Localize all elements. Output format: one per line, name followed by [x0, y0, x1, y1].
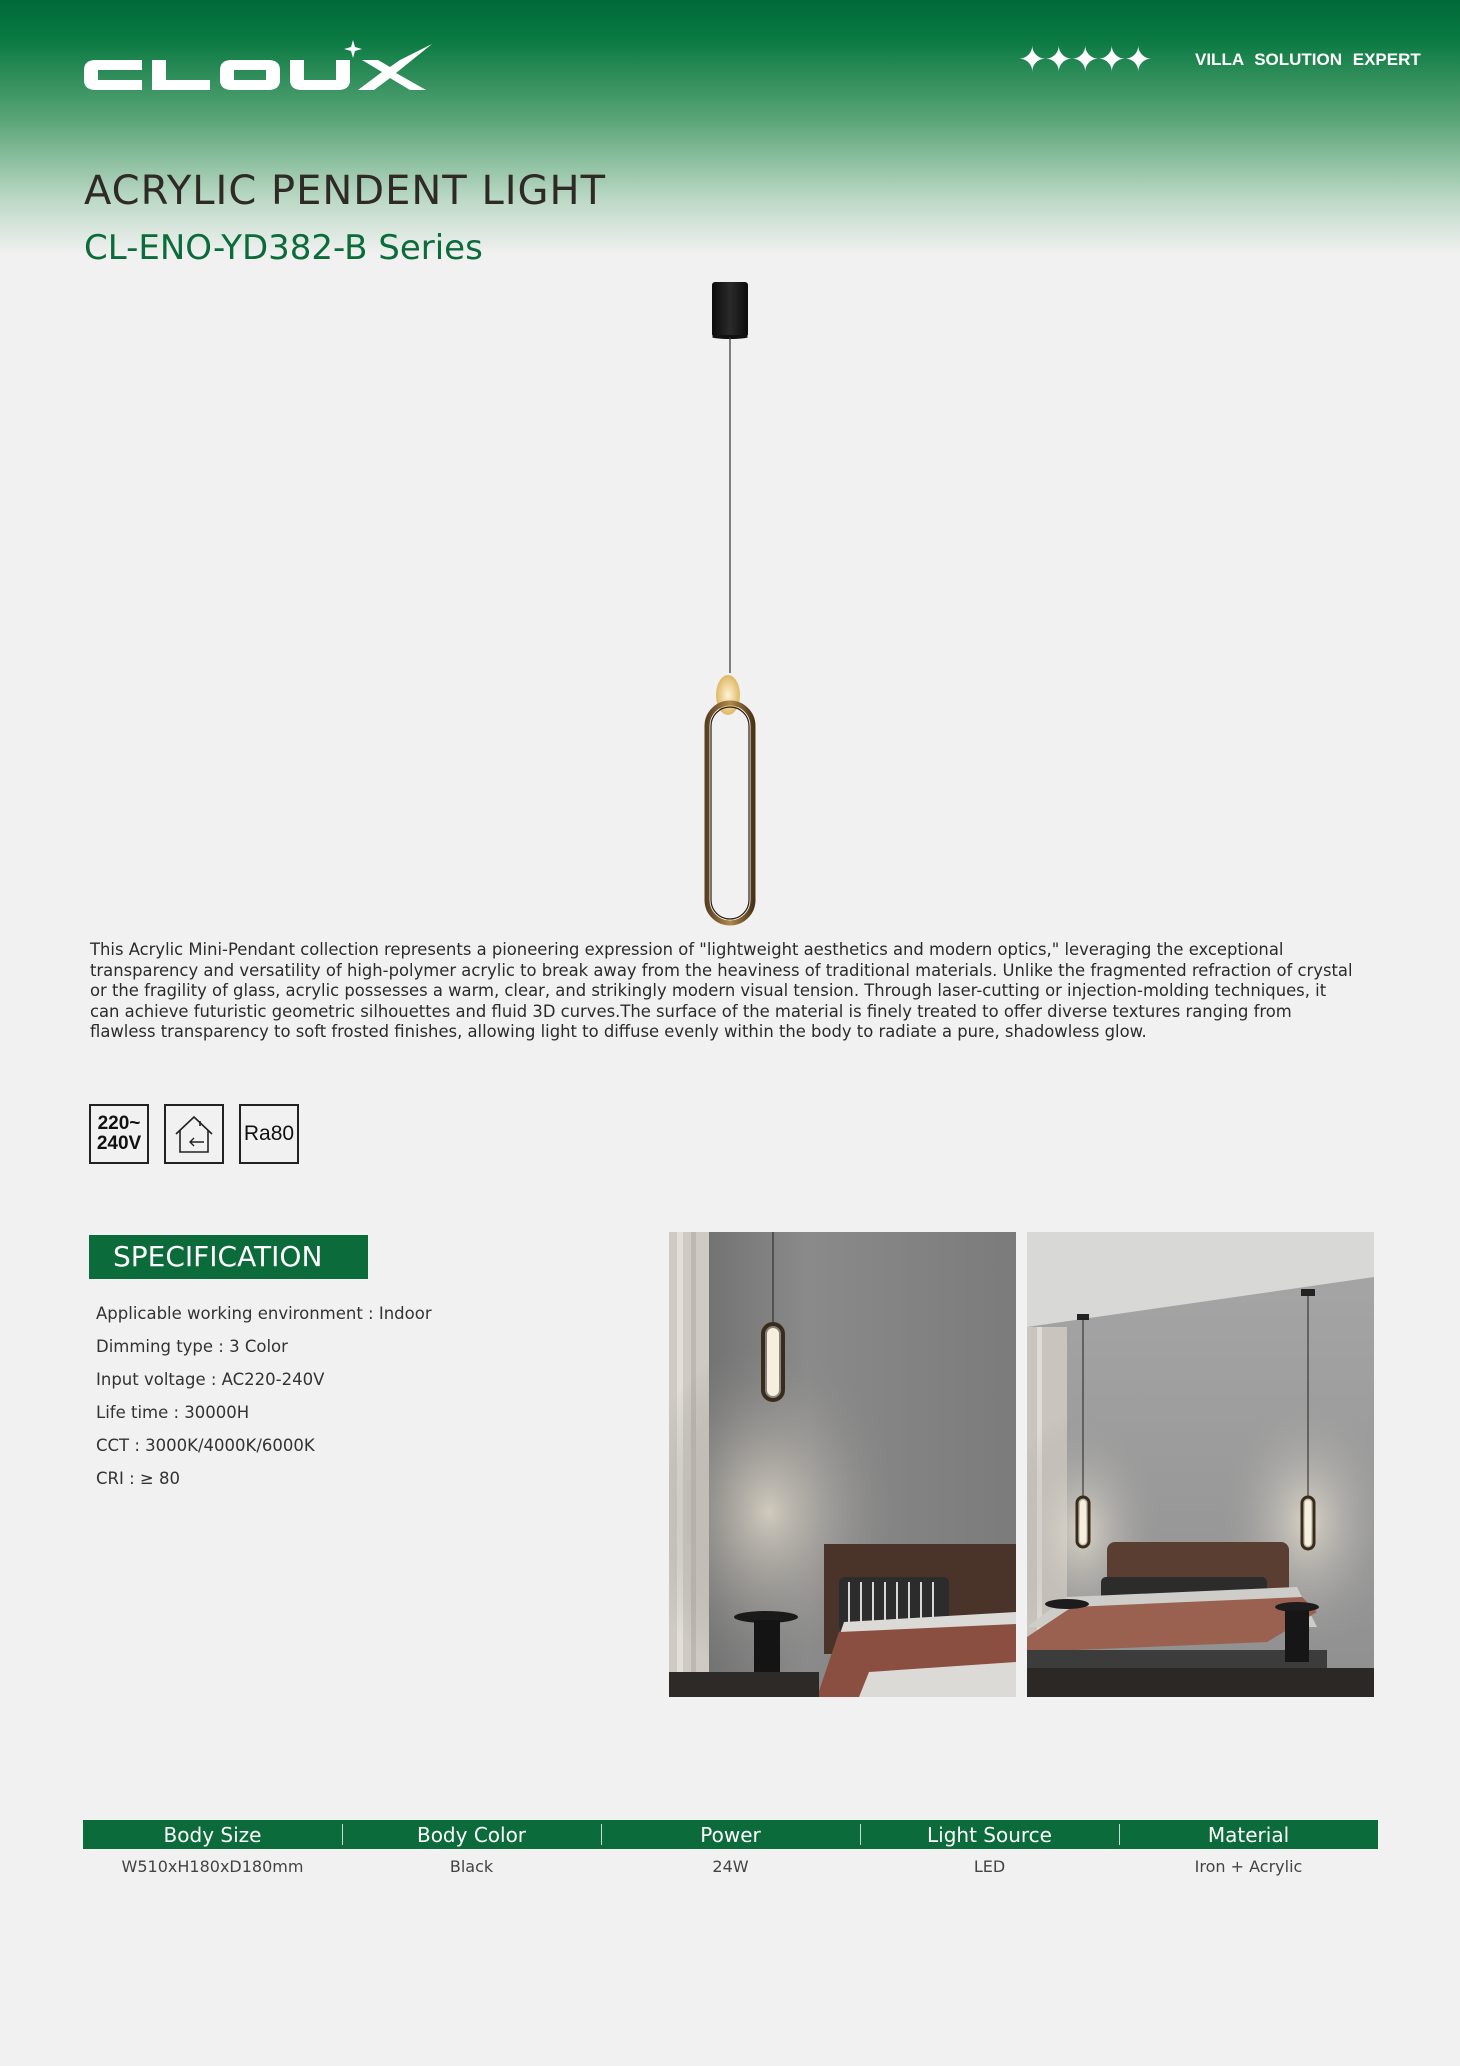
- cell-body-color: Black: [449, 1857, 494, 1876]
- spec-item: Dimming type : 3 Color: [96, 1337, 288, 1356]
- spec-item: Applicable working environment : Indoor: [96, 1304, 432, 1323]
- column-header-light-source: Light Source: [860, 1820, 1119, 1849]
- voltage-badge: [89, 1104, 149, 1164]
- indoor-house-icon: [170, 1112, 218, 1156]
- cloux-logo: [82, 40, 438, 102]
- product-description: This Acrylic Mini-Pendant collection represents a pioneering expression of "lightweight aesthetics and modern optics," leveraging the exceptional transparency and versatility of high-polymer acrylic to break away from the heaviness of traditional materials. Unlike the fragmented refraction of crystal or the fragility of glass, acrylic possesses a warm, clear, and strikingly modern visual tension. Through laser-cutting or injection-molding techniques, it can achieve futuristic geometric silhouettes and fluid 3D curves.The surface of the material is finely treated to offer diverse textures ranging from flawless transparency to soft frosted finishes, allowing light to diffuse evenly within the body to radiate a pure, shadowless glow.: [90, 940, 1353, 1042]
- spec-table-header: [83, 1820, 1378, 1849]
- specification-list: [96, 1302, 432, 1500]
- page-title: ACRYLIC PENDENT LIGHT: [84, 168, 607, 214]
- pendant-light-image: [680, 275, 780, 935]
- column-header-body-color: Body Color: [342, 1820, 601, 1849]
- header-band: [0, 0, 1460, 260]
- spec-item: Input voltage : AC220-240V: [96, 1370, 325, 1389]
- specification-heading: SPECIFICATION: [89, 1235, 368, 1279]
- spec-item: CCT : 3000K/4000K/6000K: [96, 1436, 315, 1455]
- brand-text: CLOUX: [82, 40, 86, 41]
- table-row: [83, 1854, 1378, 1880]
- cri-badge: Ra80: [239, 1104, 299, 1164]
- bedroom-photo-2: [1027, 1232, 1374, 1697]
- rating-stars: ✦✦✦✦✦: [1018, 40, 1151, 80]
- cell-material: Iron + Acrylic: [1194, 1857, 1303, 1876]
- series-subtitle: CL-ENO-YD382-B Series: [84, 228, 483, 268]
- tagline: VILLA SOLUTION EXPERT: [1195, 50, 1421, 69]
- cell-light-source: LED: [973, 1857, 1006, 1876]
- cell-power: 24W: [712, 1857, 749, 1876]
- spec-item: Life time : 30000H: [96, 1403, 250, 1422]
- cell-body-size: W510xH180xD180mm: [121, 1857, 304, 1876]
- column-header-material: Material: [1119, 1820, 1378, 1849]
- spec-item: CRI : ≥ 80: [96, 1469, 180, 1488]
- voltage-line-1: 220~: [97, 1113, 141, 1134]
- voltage-line-2: 240V: [96, 1133, 142, 1154]
- indoor-badge: [164, 1104, 224, 1164]
- column-header-body-size: Body Size: [163, 1823, 262, 1847]
- bedroom-photo-1: [669, 1232, 1016, 1697]
- column-header-power: Power: [601, 1820, 860, 1849]
